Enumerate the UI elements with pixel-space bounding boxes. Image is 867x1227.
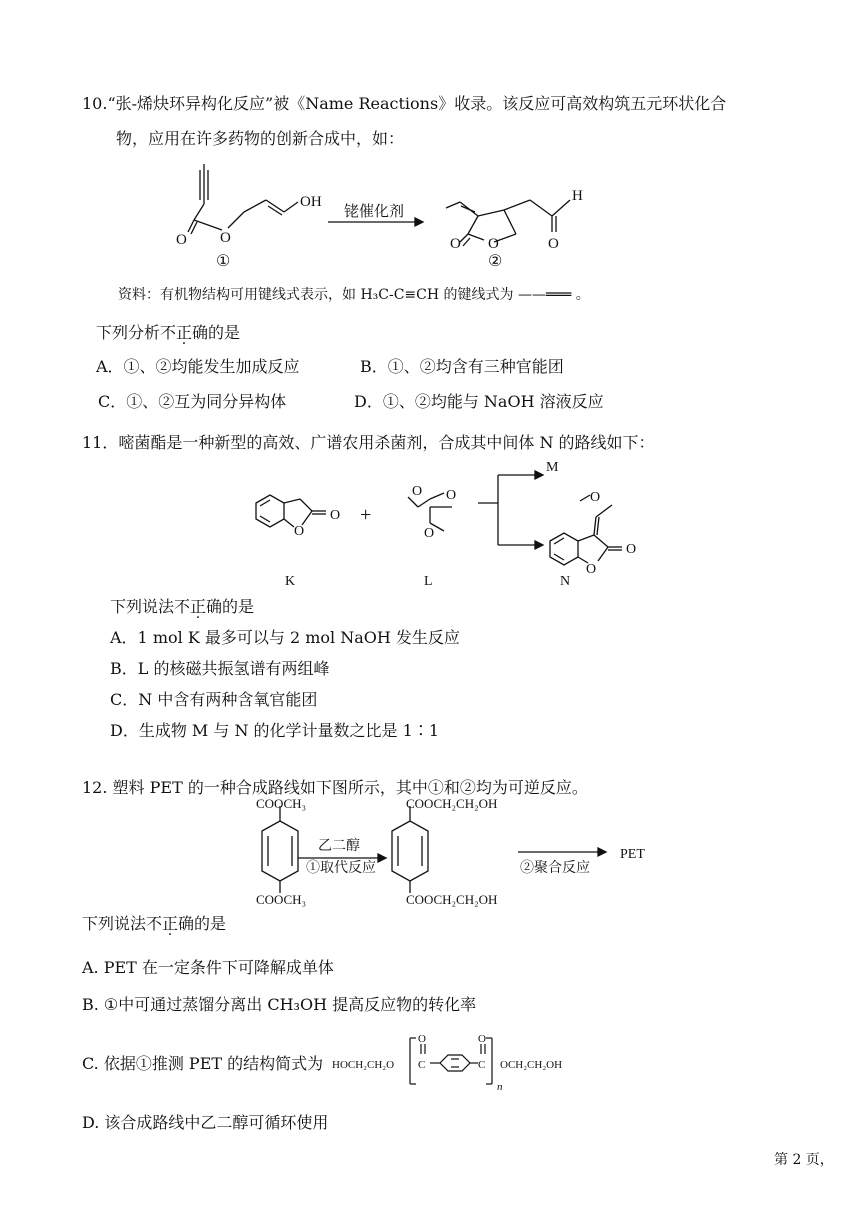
page-number: 第 2 页， bbox=[774, 1152, 834, 1168]
q10-o4: O bbox=[488, 236, 499, 252]
q11-stem-emphasis: 不正确 bbox=[174, 597, 223, 616]
q12-poly-c1: C bbox=[418, 1059, 426, 1071]
q10-line2: 物，应用在许多药物的创新合成中，如： bbox=[116, 129, 405, 148]
q11-l-o2: O bbox=[446, 488, 457, 503]
q11-n-o3: O bbox=[586, 562, 597, 577]
q10-stem-emphasis: 不正确 bbox=[160, 323, 209, 342]
q12-poly-o2: O bbox=[478, 1033, 486, 1045]
q12-option-d: D. 该合成路线中乙二醇可循环使用 bbox=[82, 1113, 329, 1132]
q12-step2: ②聚合反应 bbox=[520, 861, 590, 876]
q11-k-ring-o: O bbox=[294, 524, 305, 539]
q10-option-a: A．①、②均能发生加成反应 bbox=[96, 357, 300, 376]
q10-oh: OH bbox=[300, 194, 322, 210]
q11-n-o2: O bbox=[626, 542, 637, 557]
q11-line1: 11．嘧菌酯是一种新型的高效、广谱农用杀菌剂，合成其中间体 N 的路线如下： bbox=[82, 433, 655, 452]
q11-option-d: D．生成物 M 与 N 的化学计量数之比是 1∶1 bbox=[110, 721, 440, 740]
q12-bottom-left: COOCH₃ bbox=[256, 892, 307, 907]
q10-note: 资料：有机物结构可用键线式表示，如 H₃C-C≡CH 的键线式为 ——═══ 。 bbox=[118, 287, 590, 303]
q12-option-c: C. 依据①推测 PET 的结构简式为 bbox=[82, 1054, 324, 1073]
q12-stem-prefix: 下列说法 bbox=[82, 914, 147, 933]
q10-stem-prefix: 下列分析 bbox=[96, 323, 161, 342]
q12-option-a: A. PET 在一定条件下可降解成单体 bbox=[82, 958, 334, 977]
q11-l-o3: O bbox=[424, 526, 435, 541]
q12-stem-emphasis: 不正确 bbox=[146, 914, 195, 933]
q12-step1: ①取代反应 bbox=[306, 861, 376, 876]
q11-m: M bbox=[546, 460, 559, 475]
q11-stem-prefix: 下列说法 bbox=[110, 597, 175, 616]
q10-option-c: C．①、②互为同分异构体 bbox=[98, 392, 287, 411]
q12-stem bbox=[82, 914, 226, 934]
q11-stem-suffix: 的是 bbox=[222, 597, 255, 616]
q11-option-a: A．1 mol K 最多可以与 2 mol NaOH 发生反应 bbox=[110, 628, 460, 647]
q10-label2: ② bbox=[488, 253, 503, 270]
q10-o5: O bbox=[548, 236, 559, 252]
q11-option-c: C．N 中含有两种含氧官能团 bbox=[110, 690, 318, 709]
q10-line1: 10.“张-烯炔环异构化反应”被《Name Reactions》收录。该反应可高效构筑五元环状化合 bbox=[82, 94, 727, 113]
q10-reaction-scheme bbox=[170, 160, 620, 270]
q10-stem bbox=[96, 323, 240, 343]
q12-top-left: COOCH₃ bbox=[256, 796, 307, 811]
q12-option-b: B. ①中可通过蒸馏分离出 CH₃OH 提高反应物的转化率 bbox=[82, 995, 477, 1014]
q12-poly-right: OCH₂CH₂OH bbox=[500, 1059, 563, 1071]
q10-stem-suffix: 的是 bbox=[208, 323, 241, 342]
q10-o3: O bbox=[450, 236, 461, 252]
q12-reaction-scheme bbox=[230, 796, 680, 911]
q11-plus: + bbox=[360, 504, 372, 526]
q12-stem-suffix: 的是 bbox=[194, 914, 227, 933]
q12-poly-c2: C bbox=[478, 1059, 486, 1071]
q12-poly-n: n bbox=[497, 1081, 503, 1093]
q10-label1: ① bbox=[216, 253, 231, 270]
q11-option-b: B．L 的核磁共振氢谱有两组峰 bbox=[110, 659, 330, 678]
q10-o1: O bbox=[176, 232, 187, 248]
q12-poly-o1: O bbox=[418, 1033, 426, 1045]
q11-l-o1: O bbox=[412, 484, 423, 499]
q12-polymer-structure bbox=[332, 1030, 612, 1092]
q12-top-right: COOCH₂CH₂OH bbox=[406, 796, 498, 811]
q10-o2: O bbox=[220, 230, 231, 246]
q10-option-b: B．①、②均含有三种官能团 bbox=[360, 357, 564, 376]
q10-h: H bbox=[572, 188, 583, 204]
q11-reaction-scheme bbox=[240, 455, 650, 590]
q11-stem bbox=[110, 597, 254, 617]
q11-n-label: N bbox=[560, 574, 571, 589]
q11-k-label: K bbox=[285, 574, 296, 589]
q12-bottom-right: COOCH₂CH₂OH bbox=[406, 892, 498, 907]
q11-l-label: L bbox=[424, 574, 433, 589]
q12-line1: 12. 塑料 PET 的一种合成路线如下图所示，其中①和②均为可逆反应。 bbox=[82, 778, 588, 797]
q10-catalyst: 铑催化剂 bbox=[344, 204, 405, 220]
q12-pet: PET bbox=[620, 847, 645, 862]
q10-option-d: D．①、②均能与 NaOH 溶液反应 bbox=[354, 392, 604, 411]
q12-reagent: 乙二醇 bbox=[318, 839, 360, 854]
q11-n-o1: O bbox=[590, 490, 601, 505]
q11-k-o: O bbox=[330, 508, 341, 523]
q12-poly-left: HOCH₂CH₂O bbox=[332, 1059, 395, 1071]
